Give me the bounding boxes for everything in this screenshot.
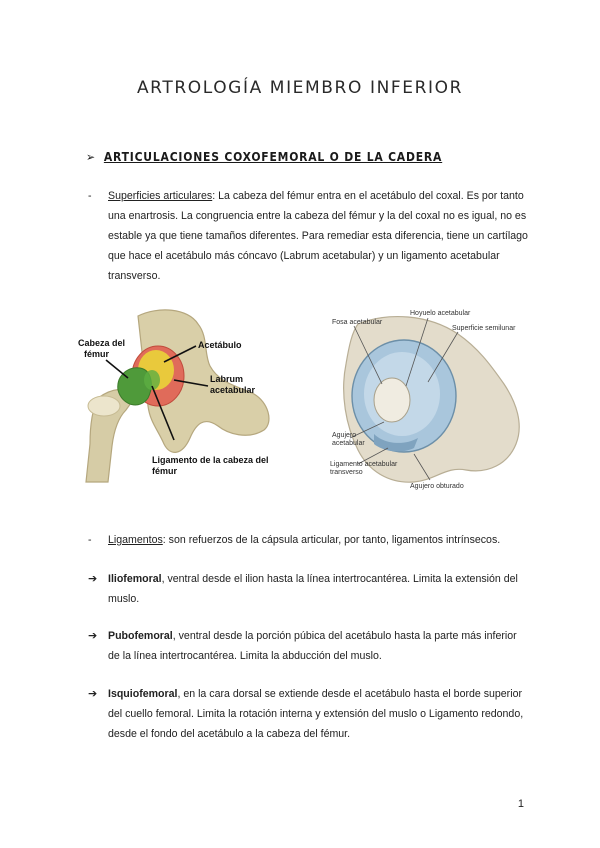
acetabular-fossa <box>374 378 410 422</box>
arrow-icon: ➔ <box>88 630 98 642</box>
list-dash: - <box>88 190 92 202</box>
list-item <box>88 626 528 666</box>
trochanter-shape <box>88 396 120 416</box>
label-ligamento-tr-1: Ligamento acetabular <box>330 461 398 468</box>
section-heading-text: ARTICULACIONES COXOFEMORAL O DE LA CADERA <box>103 150 443 164</box>
label-labrum-2: acetabular <box>210 385 256 395</box>
label-superficie: Superficie semilunar <box>452 325 516 332</box>
term-superficies: Superficies articulares <box>108 190 213 202</box>
arrow-icon: ➔ <box>88 573 98 585</box>
label-agujero-aceta-1: Agujero <box>332 432 357 439</box>
page-number: 1 <box>517 798 524 810</box>
hip-joint-figure <box>78 306 278 484</box>
label-ligamento-tr-2: transverso <box>330 469 363 476</box>
label-acetabulo: Acetábulo <box>198 340 242 350</box>
paragraph-superficies <box>88 186 528 286</box>
section-heading <box>86 150 442 164</box>
term-iliofemoral: Iliofemoral <box>108 573 162 585</box>
label-agujero-obt: Agujero obturado <box>410 483 464 490</box>
label-agujero-aceta-2: acetabular <box>332 440 365 447</box>
term-ligamentos: Ligamentos <box>108 534 163 546</box>
acetabulum-figure <box>318 304 524 490</box>
pubofemoral-text: , ventral desde la porción púbica del acetábulo hasta la parte más inferior de la línea intertrocantérea. Limita la abducción del muslo. <box>108 630 517 662</box>
paragraph-ligamentos <box>88 530 528 550</box>
label-ligamento-2: fémur <box>152 466 178 476</box>
label-cabeza-femur-1: Cabeza del <box>78 338 126 348</box>
label-hoyuelo: Hoyuelo acetabular <box>410 310 471 317</box>
superficies-text: : La cabeza del fémur entra en el acetábulo del coxal. Es por tanto una enartrosis. La congruencia entre la cabeza del fémur y la del coxal no es igual, no es estable ya que tiene tamaños diferentes. Para remediar esta diferencia, tiene un cartílago que hace el acetábulo más cóncavo (Labrum acetabular) y un ligamento acetabular transverso. <box>108 190 528 282</box>
page-title: ARTROLOGÍA MIEMBRO INFERIOR <box>136 78 464 98</box>
list-dash: - <box>88 534 92 546</box>
list-item <box>88 569 528 609</box>
term-isquiofemoral: Isquiofemoral <box>108 688 178 700</box>
label-fosa: Fosa acetabular <box>332 319 383 326</box>
term-pubofemoral: Pubofemoral <box>108 630 173 642</box>
list-item <box>88 684 528 744</box>
label-cabeza-femur-2: fémur <box>84 349 110 359</box>
ligamentos-text: : son refuerzos de la cápsula articular, por tanto, ligamentos intrínsecos. <box>162 534 501 546</box>
label-ligamento-1: Ligamento de la cabeza del <box>152 455 269 465</box>
iliofemoral-text: , ventral desde el ilion hasta la línea intertrocantérea. Limita la extensión del muslo. <box>108 573 518 605</box>
label-labrum-1: Labrum <box>210 374 244 384</box>
isquiofemoral-text: , en la cara dorsal se extiende desde el acetábulo hasta el borde superior del cuello femoral. Limita la rotación interna y extensión del muslo o Ligamento redondo, desde el fondo del acetábulo a la cabeza del fémur. <box>108 688 524 740</box>
arrow-icon: ➔ <box>88 688 98 700</box>
section-arrow-icon: ➢ <box>86 150 96 164</box>
